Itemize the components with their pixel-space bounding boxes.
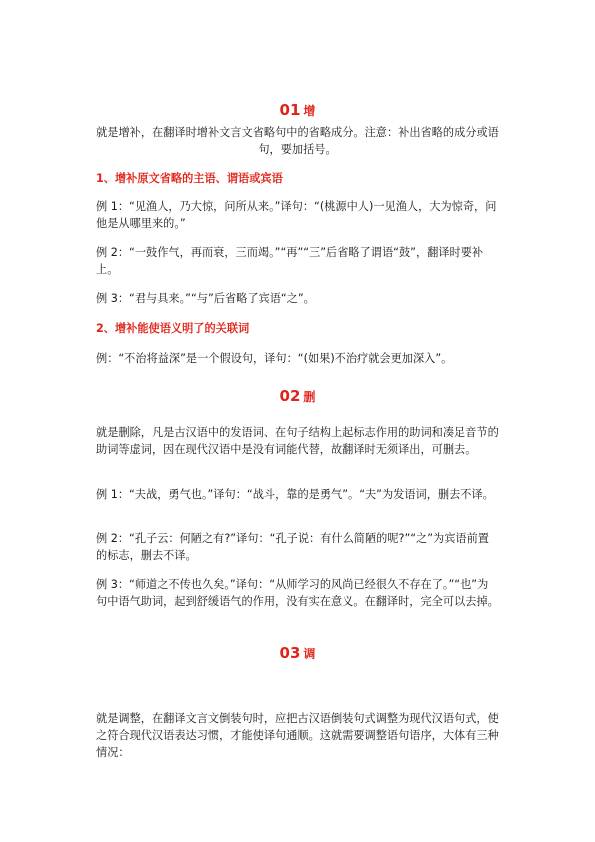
section-03-intro: 就是调整，在翻译文言文倒装句时，应把古汉语倒装句式调整为现代汉语句式，使之符合现代汉语表达习惯，才能使译句通顺。这就需要调整语句语序，大体有三种情况： bbox=[96, 712, 499, 759]
section-03-heading bbox=[0, 643, 595, 662]
section-number: 03 bbox=[279, 644, 301, 662]
section-word: 增 bbox=[303, 104, 316, 118]
section-01-example-4: 例：“不治将益深”是一个假设句，译句：“(如果)不治疗就会更加深入”。 bbox=[96, 352, 453, 365]
section-number: 02 bbox=[279, 387, 301, 405]
section-01-intro: 就是增补，在翻译时增补文言文省略句中的省略成分。注意：补出省略的成分或语句，要加括号。 bbox=[96, 126, 499, 156]
section-word: 删 bbox=[303, 390, 316, 404]
section-word: 调 bbox=[303, 647, 316, 661]
section-02-example-3: 例 3：“师道之不传也久矣。”译句：“从师学习的风尚已经很久不存在了。”“也”为句中语气助词，起到舒缓语气的作用，没有实在意义。在翻译时，完全可以去掉。 bbox=[96, 578, 499, 608]
section-01-example-2: 例 2：“一鼓作气，再而衰，三而竭。”“再”“三”后省略了谓语“鼓”，翻译时要补上。 bbox=[96, 246, 484, 276]
section-02-example-2: 例 2：“孔子云：何陋之有?”译句：“孔子说：有什么简陋的呢?”“之”为宾语前置的标志，删去不译。 bbox=[96, 532, 489, 562]
section-01-example-3: 例 3：“君与具来。”“与”后省略了宾语“之”。 bbox=[96, 292, 315, 305]
section-02-intro: 就是删除，凡是古汉语中的发语词、在句子结构上起标志作用的助词和凑足音节的助词等虚词，因在现代汉语中是没有词能代替，故翻译时无须译出，可删去。 bbox=[96, 426, 499, 456]
section-01-subhead-1: 1、增补原文省略的主语、谓语或宾语 bbox=[96, 172, 283, 185]
section-number: 01 bbox=[279, 101, 301, 119]
section-02-example-1: 例 1：“夫战，勇气也。”译句：“战斗，靠的是勇气”。“夫”为发语词，删去不译。 bbox=[96, 488, 494, 501]
section-01-example-1: 例 1：“见渔人，乃大惊，问所从来。”译句：“(桃源中人)一见渔人，大为惊奇，问他是从哪里来的。” bbox=[96, 200, 497, 230]
section-01-heading bbox=[0, 100, 595, 119]
section-01-subhead-2: 2、增补能使语义明了的关联词 bbox=[96, 322, 250, 335]
section-02-heading bbox=[0, 386, 595, 405]
